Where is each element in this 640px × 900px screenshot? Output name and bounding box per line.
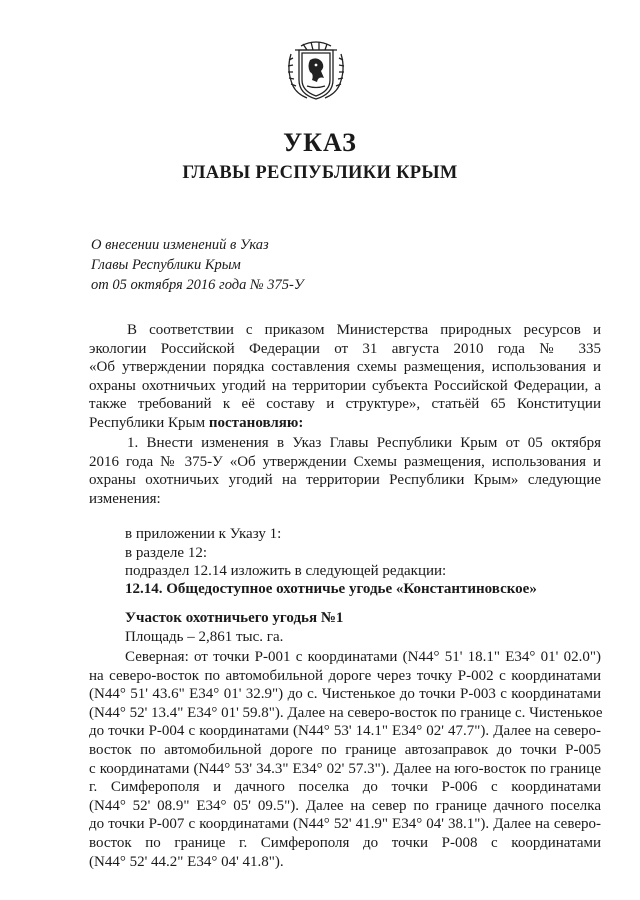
- boundary-line: восток по автомобильной дороге по границе автозаправок до точки Р-005: [89, 741, 601, 758]
- subject-line: О внесении изменений в Указ: [91, 237, 269, 253]
- item-line: 1. Внести изменения в Указ Главы Республики Крым от 05 октября: [127, 435, 601, 451]
- preamble-last-line: [89, 414, 601, 433]
- coat-of-arms-emblem: [281, 36, 351, 102]
- boundary-line: с координатами (N44° 53' 34.3" E34° 02' 57.3"). Далее на юго-восток по границе: [89, 760, 601, 777]
- boundary-line: до точки Р-004 с координатами (N44° 53' 14.1" E34° 02' 47.7"). Далее на северо-: [89, 723, 601, 740]
- item-line: изменения:: [89, 490, 161, 507]
- preamble-paragraph: [89, 321, 601, 433]
- plot-area: Площадь – 2,861 тыс. га.: [125, 629, 284, 645]
- item-1-paragraph: [89, 434, 601, 508]
- boundary-line: (N44° 52' 08.9" E34° 05' 09.5"). Далее на север по границе дачного поселка: [89, 797, 601, 814]
- document-title: УКАЗ: [283, 128, 357, 157]
- boundary-line: (N44° 51' 43.6" E34° 01' 32.9") до с. Чистенькое до точки Р-003 с координатами: [89, 686, 601, 703]
- decree-word: постановляю:: [208, 414, 304, 431]
- document-subtitle: ГЛАВЫ РЕСПУБЛИКИ КРЫМ: [182, 163, 458, 183]
- preamble-line: также требований к её составу и структуре», статьёй 65 Конституции: [89, 396, 601, 413]
- change-section: в разделе 12:: [125, 545, 207, 561]
- preamble-line: охраны охотничьих угодий на территории субъекта Российской Федерации, а: [89, 377, 601, 394]
- boundary-line: восток по границе г. Симферополя до точки Р-008 с координатами: [89, 834, 601, 851]
- item-line: 2016 года № 375-У «Об утверждении Схемы размещения, использования и: [89, 453, 601, 470]
- preamble-line: «Об утверждении порядка составления схемы размещения, использования и: [89, 359, 601, 376]
- preamble-line: В соответствии с приказом Министерства природных ресурсов и: [127, 322, 601, 338]
- subject-line: Главы Республики Крым: [91, 257, 241, 273]
- preamble-line: экологии Российской Федерации от 31 августа 2010 года № 335: [89, 340, 601, 357]
- boundary-line: Северная: от точки Р-001 с координатами (N44° 51' 18.1" E34° 01' 02.0"): [125, 649, 601, 665]
- boundary-line: г. Симферополя и дачного поселка до точки Р-006 с координатами: [89, 779, 601, 796]
- boundary-line: до точки Р-007 с координатами (N44° 52' 41.9" E34° 04' 38.1"). Далее на северо-: [89, 816, 601, 833]
- subsection-heading: 12.14. Общедоступное охотничье угодье «Константиновское»: [125, 581, 537, 597]
- boundary-description: [89, 648, 601, 871]
- change-appendix: в приложении к Указу 1:: [125, 526, 282, 542]
- plot-title: Участок охотничьего угодья №1: [125, 610, 344, 626]
- boundary-line: (N44° 52' 13.4" E34° 01' 59.8"). Далее на северо-восток по границе с. Чистенькое: [89, 704, 603, 721]
- change-subsection: подраздел 12.14 изложить в следующей редакции:: [125, 563, 447, 579]
- boundary-line: (N44° 52' 44.2" E34° 04' 41.8").: [89, 853, 284, 870]
- item-line: охраны охотничьих угодий на территории Республики Крым» следующие: [89, 472, 601, 489]
- boundary-line: на северо-восток по автомобильной дороге через точку Р-002 с координатами: [89, 667, 601, 684]
- subject-line: от 05 октября 2016 года № 375-У: [91, 277, 304, 293]
- decree-subject: [91, 235, 304, 295]
- preamble-line-text: Республики Крым: [89, 414, 206, 431]
